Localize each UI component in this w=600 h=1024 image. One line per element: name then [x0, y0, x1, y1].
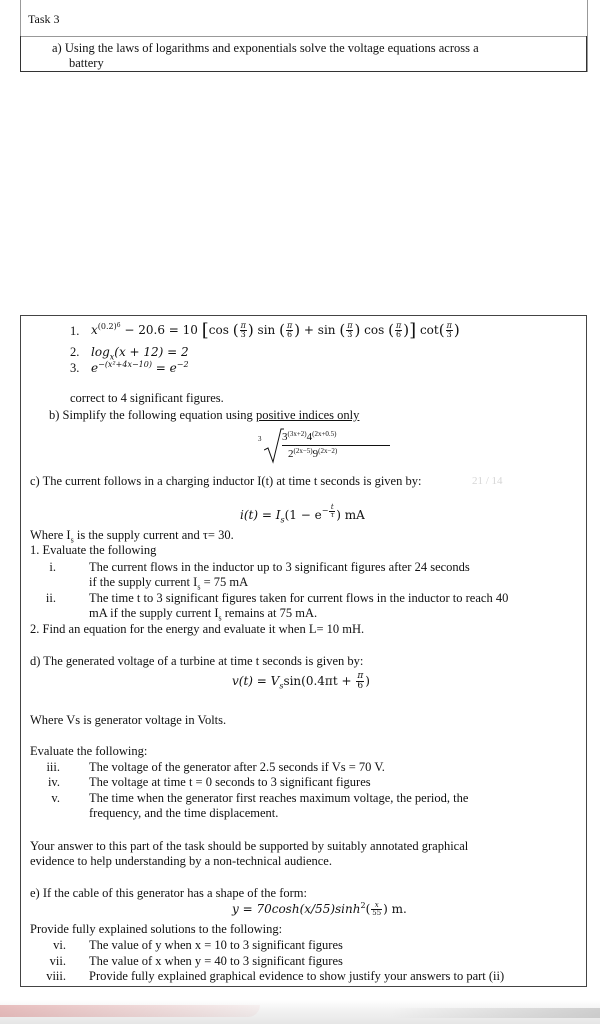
eq1-number: 1.: [70, 324, 80, 338]
part-c-evaluate: 1. Evaluate the following: [30, 543, 157, 557]
item-numeral-iii: iii.: [46, 760, 60, 774]
item-i-line1: The current flows in the inductor up to 3 significant figures after 24 seconds: [89, 560, 470, 574]
item-ii-line1: The time t to 3 significant figures taken for current flows in the inductor to reach 40: [89, 591, 509, 605]
part-c-find: 2. Find an equation for the energy and evaluate it when L= 10 mH.: [30, 622, 365, 636]
item-v-line1: The time when the generator first reaches maximum voltage, the period, the: [89, 791, 469, 805]
item-ii-line2: mA if the supply current $I_s$ remains at 75 mA.: [89, 606, 318, 623]
equation-3: $e^{-(x^2+4x-10)} = e^{-2}$: [91, 360, 189, 375]
voltage-equation: $v(t) = V_s\sin(0.4\pi t$ + $\frac{\pi}{6}$ ): [232, 671, 370, 691]
page-bottom-swoosh-left: [0, 1005, 260, 1017]
item-iii-line1: The voltage of the generator after 2.5 seconds if Vs = 70 V.: [89, 760, 385, 774]
item-numeral-v: v.: [51, 791, 60, 805]
eq2-number: 2.: [70, 345, 80, 359]
part-a-heading-line2: battery: [69, 56, 104, 70]
radical-sign-icon: [264, 428, 284, 464]
item-viii-line1: Provide fully explained graphical evidence to show justify your answers to part (ii): [89, 969, 505, 983]
part-b-heading: b) Simplify the following equation using positive indices only: [49, 408, 360, 422]
part-a-note: correct to 4 significant figures.: [70, 391, 224, 405]
page-watermark: 21 / 14: [472, 475, 503, 487]
part-e-provide: Provide fully explained solutions to the following:: [30, 922, 283, 936]
item-numeral-vi: vi.: [53, 938, 66, 952]
item-numeral-vii: vii.: [49, 954, 66, 968]
root-index: 3: [258, 435, 262, 443]
task-title: Task 3: [28, 12, 60, 26]
item-v-line2: frequency, and the time displacement.: [89, 806, 279, 820]
part-a-heading-line1: a) Using the laws of logarithms and exponentials solve the voltage equations across a: [52, 41, 479, 55]
item-numeral-i: i.: [49, 560, 56, 574]
item-vi-line1: The value of y when x = 10 to 3 significant figures: [89, 938, 343, 952]
item-i-line2: if the supply current $I_s = 75$ mA: [89, 575, 249, 592]
part-c-heading: c) The current follows in a charging inductor I(t) at time t seconds is given by:: [30, 474, 422, 488]
page-bottom-swoosh-right: [390, 1008, 600, 1018]
item-iv-line1: The voltage at time t = 0 seconds to 3 significant figures: [89, 775, 371, 789]
part-c-where: Where $I_s$ is the supply current and τ= 30.: [30, 528, 234, 545]
eq3-number: 3.: [70, 361, 80, 375]
cable-equation: $y = 70\cosh(x/55)\sinh^2$( $\frac{x}{55}$ ) m.: [232, 901, 407, 917]
root-fraction-bar: [282, 445, 390, 446]
equation-1: $x^{(0.2)^6} - 20.6 = 10$ [cos ( $\frac{\pi}{3}$ ) sin ( $\frac{\pi}{6}$ ) + sin ( $\frac{\pi}{3}$ ) cos ( $\frac{\pi}{6}$ )] cot( $\frac{\pi}{3}$ ): [91, 320, 460, 341]
root-denominator: $2^{(2x-5)}9^{(2x-2)}$: [288, 447, 338, 460]
part-d-support-line1: Your answer to this part of the task should be supported by suitably annotated graphical: [30, 839, 469, 853]
equation-2: $\log_x(x + 12) = 2$: [91, 345, 189, 362]
item-numeral-ii: ii.: [45, 591, 56, 605]
item-numeral-viii: viii.: [46, 969, 66, 983]
current-equation: $i(t) = I_s(1 - e^{- \frac{t}{\tau}}$ ) mA: [240, 502, 365, 525]
frame-right-edge-top: [587, 0, 588, 72]
item-numeral-iv: iv.: [47, 775, 60, 789]
part-d-heading: d) The generated voltage of a turbine at time t seconds is given by:: [30, 654, 364, 668]
root-numerator: $3^{(3x+2)}4^{(2x+0.5)}$: [282, 430, 337, 443]
part-d-support-line2: evidence to help understanding by a non-technical audience.: [30, 854, 332, 868]
part-d-where: Where Vs is generator voltage in Volts.: [30, 713, 227, 727]
part-d-evaluate: Evaluate the following:: [30, 744, 148, 758]
item-vii-line1: The value of x when y = 40 to 3 significant figures: [89, 954, 343, 968]
part-e-heading: e) If the cable of this generator has a shape of the form:: [30, 886, 307, 900]
